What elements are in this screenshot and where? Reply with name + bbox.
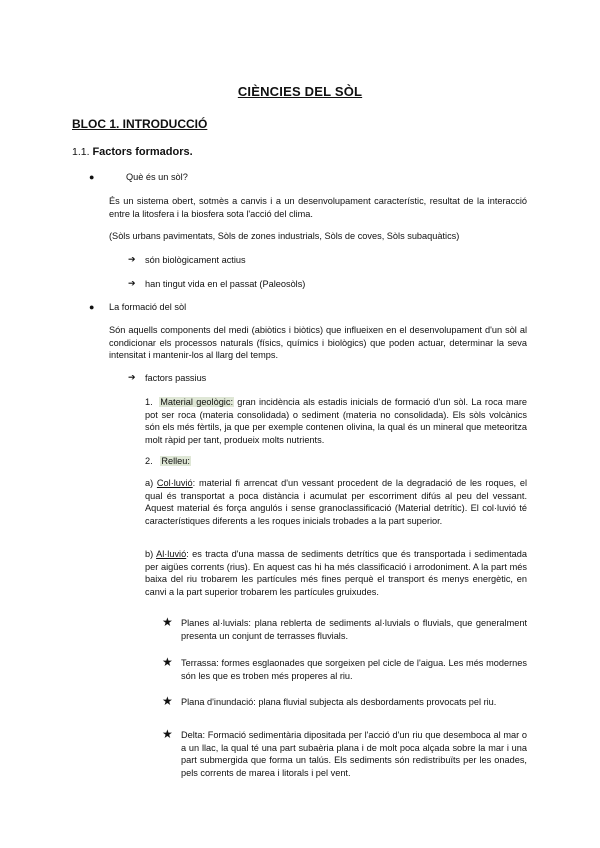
bullet-icon: ● [89, 172, 95, 182]
section-number: 1.1. [72, 146, 90, 158]
definition-1: És un sistema obert, sotmès a canvis i a un desenvolupament característic, resultat de la interacció entre la litosfera i la biosfera sota l'acció del clima. [109, 196, 527, 219]
item-2-label: Relleu: [161, 456, 190, 466]
definition-2: Són aquells components del medi (abiòtics i biòtics) que influeixen en el desenvolupament d'un sòl al condicionar els processos naturals (físics, químics i biològics) que poden actuar, determinar la seva intensitat i mantenir-los al llarg del temps. [109, 325, 527, 360]
star-item-2: Terrassa: formes esglaonades que sorgeixen pel cicle de l'aigua. Les més modernes són les que es troben més properes al riu. [181, 658, 527, 681]
page-title: CIÈNCIES DEL SÒL [237, 84, 363, 99]
star-icon: ★ [162, 694, 173, 708]
item-material-geologic [145, 396, 527, 446]
alluvio-prefix: b) [145, 549, 154, 559]
alluvio-text: : es tracta d'una massa de sediments detrítics que és transportada i sedimentada per aigües corrents (rius). En aquest cas hi ha més classificació i arrodoniment. A la part més baixa del riu trobarem les partícules més fines perquè el transport és menys energètic, en canvi a la part superior trobarem les partícules gruixudes. [145, 549, 527, 597]
bloc-heading: BLOC 1. INTRODUCCIÓ [72, 117, 208, 131]
colluvio-label: Col·luvió [156, 478, 193, 488]
alluvio-label: Al·luvió [156, 549, 187, 559]
arrow-icon: ➔ [128, 372, 136, 382]
colluvio-text: : material fi arrencat d'un vessant procedent de la degradació de les roques, el qual és transportat a poca distància i acumulat per escorriment difús al peu del vessant. Aquest material és força angulós i sense granoclassificació (Material detrític). El col·luvió té característiques diferents a les roques inicials trobades a la part superior. [145, 478, 527, 526]
arrow-icon: ➔ [128, 278, 136, 288]
examples-1: (Sòls urbans pavimentats, Sòls de zones industrials, Sòls de coves, Sòls subaquàtics) [109, 231, 460, 241]
arrow-icon: ➔ [128, 254, 136, 264]
item-2-number: 2. [145, 456, 153, 466]
bullet-icon: ● [89, 302, 95, 312]
colluvio-paragraph [145, 477, 527, 527]
star-item-3: Plana d'inundació: plana fluvial subjecta als desbordaments provocats pel riu. [181, 697, 497, 707]
star-icon: ★ [162, 655, 173, 669]
item-1-number: 1. [145, 397, 153, 407]
question-2: La formació del sòl [109, 302, 187, 312]
section-heading [72, 146, 193, 158]
alluvio-paragraph [145, 548, 527, 598]
arrow-item-3: factors passius [145, 373, 207, 383]
arrow-item-2: han tingut vida en el passat (Paleosòls) [145, 279, 306, 289]
arrow-item-1: són biològicament actius [145, 255, 246, 265]
star-icon: ★ [162, 615, 173, 629]
star-item-1: Planes al·luvials: plana reblerta de sediments al·luvials o fluvials, que generalment presenta un conjunt de terrasses fluvials. [181, 618, 527, 641]
section-label: Factors formadors. [92, 146, 193, 158]
question-1: Què és un sòl? [126, 172, 188, 182]
star-icon: ★ [162, 727, 173, 741]
item-1-label: Material geològic: [160, 397, 233, 407]
item-1-text: gran incidència als estadis inicials de formació d'un sòl. La roca mare pot ser roca (materia consolidada) o sediment (materia no consolidada). Els sòls volcànics són els més fèrtils, ja que per exemple contenen olivina, la qual és un mineral que meteoritza molt ràpid per tant, produeix molts nutrients. [145, 397, 527, 445]
star-item-4: Delta: Formació sedimentària dipositada per l'acció d'un riu que desemboca al mar o a un llac, la qual té una part subaèria plana i de molt poca alçada sobre la mar i una part submergida que forma un talús. Els sediments són redistribuïts per les onades, pels corrents de marea i litorals i pel vent. [181, 730, 527, 778]
item-relleu [145, 455, 191, 468]
colluvio-prefix: a) [145, 478, 154, 488]
